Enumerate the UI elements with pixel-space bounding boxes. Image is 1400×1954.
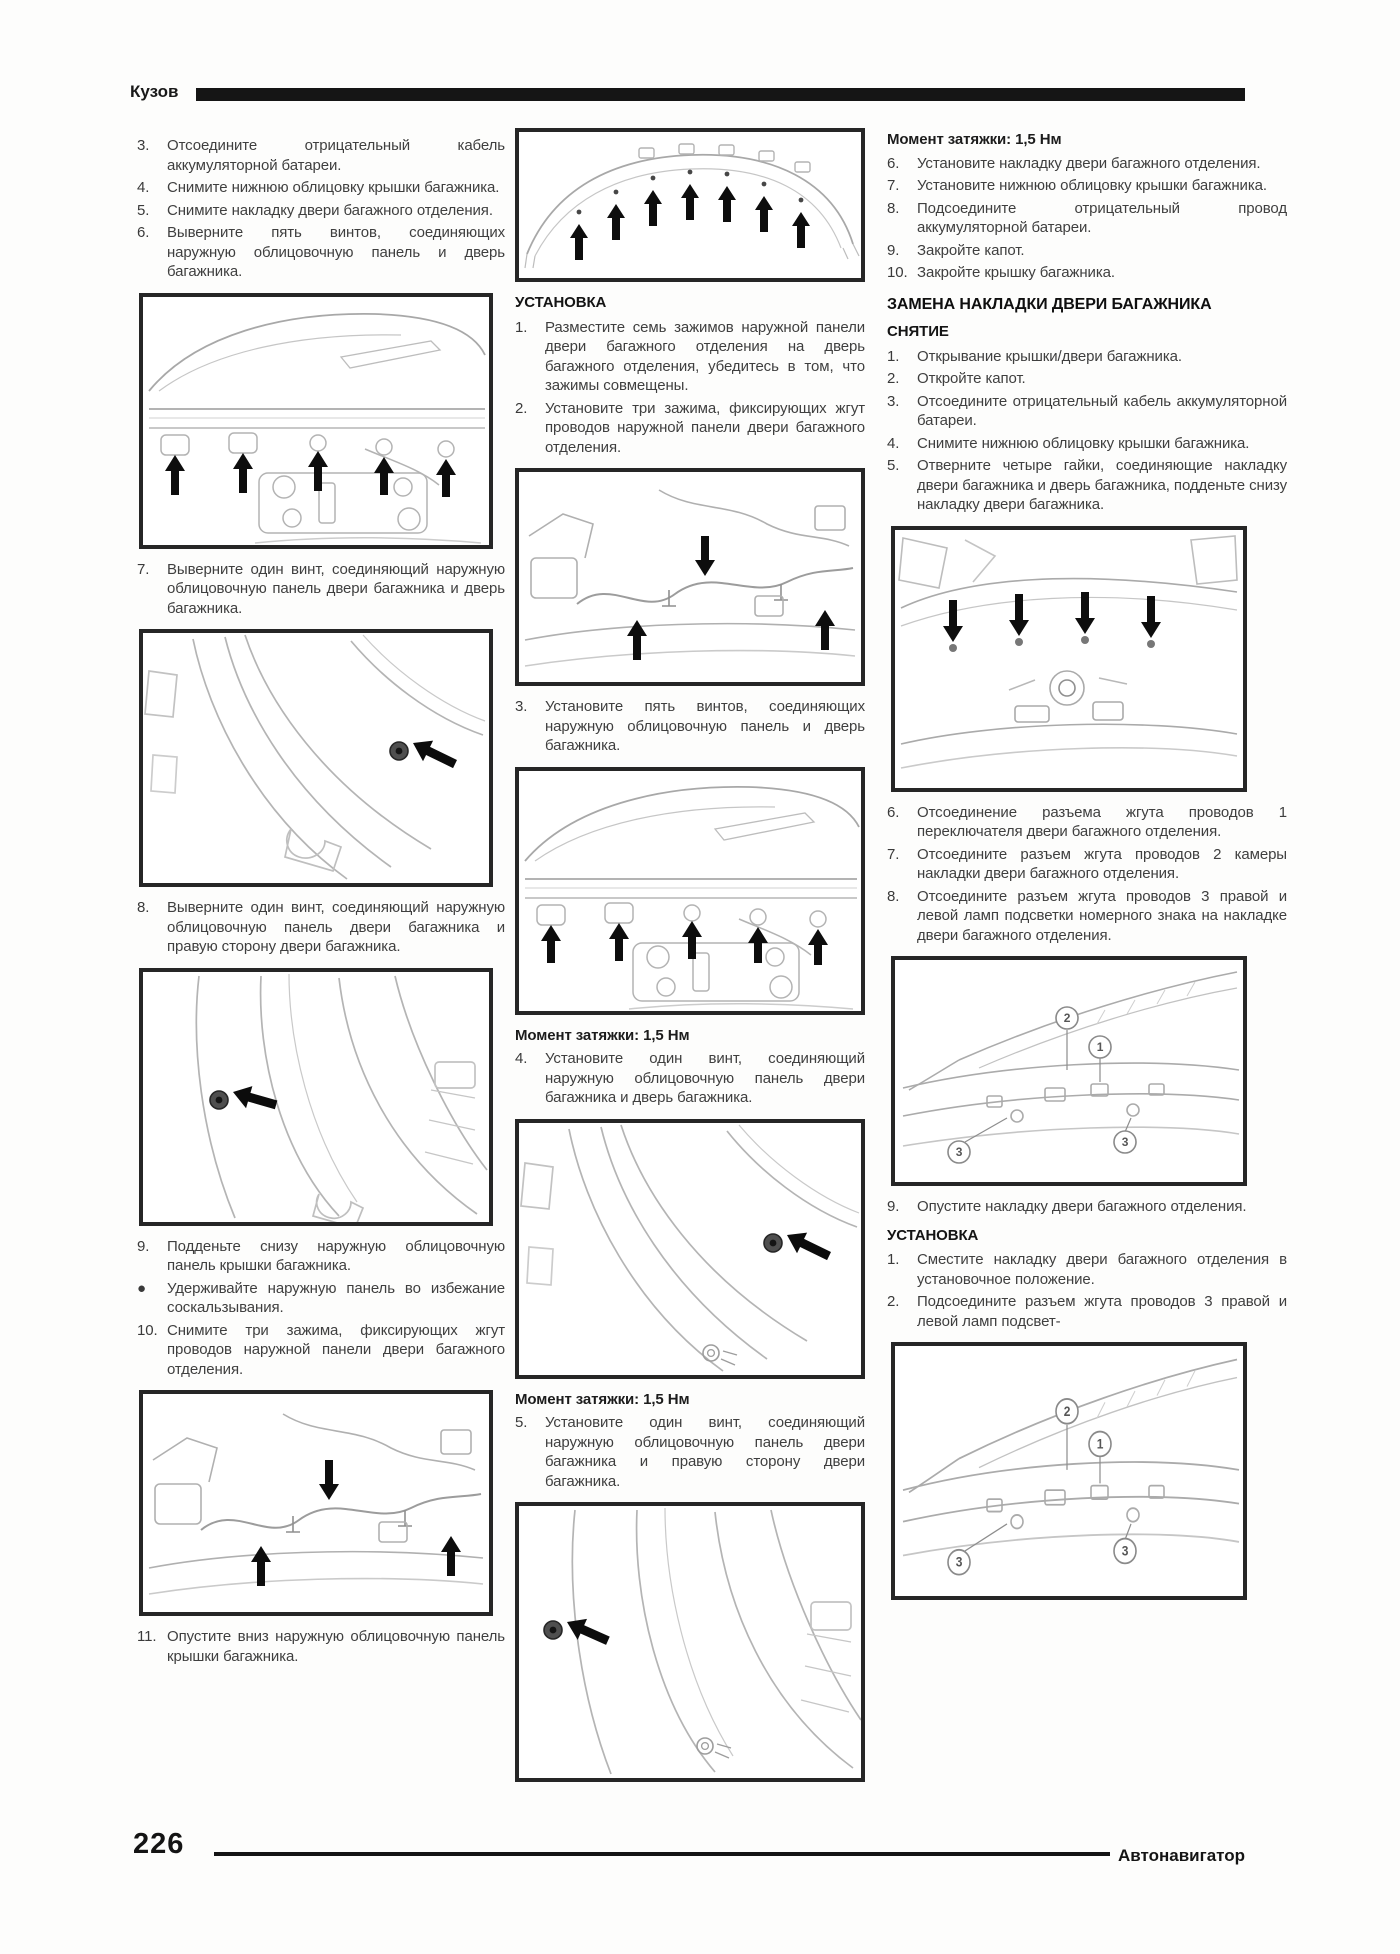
step-number: 4. <box>137 179 150 196</box>
installation-heading: УСТАНОВКА <box>515 294 607 311</box>
figure-tailgate-four-nuts <box>891 526 1247 792</box>
figure-harness-clips <box>515 468 865 686</box>
tailgate-screws-drawing <box>143 297 489 545</box>
step-text: Откройте капот. <box>917 370 1026 387</box>
step-number: 9. <box>887 241 900 259</box>
callout-3: 3 <box>955 1554 963 1570</box>
step-text: Установите один винт, соединяющий наружную облицовочную панель двери багажника и дверь багажника. <box>545 1050 865 1106</box>
figure-pillar-trim-screw-left <box>515 1502 865 1782</box>
figure-harness-clips <box>139 1390 493 1616</box>
step-item <box>887 1250 1287 1289</box>
pillar-trim-drawing <box>143 633 489 883</box>
step-item <box>515 318 865 396</box>
step-text: Опустите вниз наружную облицовочную панель крышки багажника. <box>167 1628 505 1665</box>
step-number: 8. <box>887 887 900 905</box>
step-item <box>887 1197 1287 1217</box>
torque-spec-label: Момент затяжки: 1,5 Нм <box>515 1390 690 1408</box>
step-number: 3. <box>887 392 900 410</box>
figure-pillar-trim-screw-upper <box>139 629 493 887</box>
step-item <box>137 178 505 198</box>
step-text: Снимите нижнюю облицовку крышки багажника. <box>167 179 500 196</box>
step-text: Снимите три зажима, фиксирующих жгут проводов наружной панели двери багажного отделения. <box>167 1321 505 1378</box>
step-text: Закройте крышку багажника. <box>917 264 1115 281</box>
step-text: Снимите нижнюю облицовку крышки багажника. <box>917 434 1250 452</box>
page-section-title: Кузов <box>130 82 179 101</box>
step-item <box>887 803 1287 842</box>
figure-rear-connectors-callouts <box>891 956 1247 1186</box>
wiring-harness-drawing <box>143 1394 489 1612</box>
rear-trim-connectors-drawing <box>895 960 1243 1182</box>
step-item <box>137 1237 505 1276</box>
step-item <box>887 176 1287 196</box>
step-item <box>887 456 1287 515</box>
figure-tailgate-five-screws <box>515 767 865 1015</box>
step-number: 2. <box>515 399 528 417</box>
step-item <box>137 223 505 282</box>
step-text: Подденьте снизу наружную облицовочную панель крышки багажника. <box>167 1237 505 1274</box>
header-rule-bar <box>196 88 1245 101</box>
column-left <box>137 136 505 1669</box>
step-number: 7. <box>887 845 900 863</box>
step-text: Отсоединение разъема жгута проводов 1 переключателя двери багажного отделения. <box>917 803 1287 840</box>
step-text: Опустите накладку двери багажного отделения. <box>917 1198 1247 1215</box>
callout-1: 1 <box>1096 1435 1104 1452</box>
tailgate-nuts-drawing <box>895 530 1243 788</box>
tailgate-screws-drawing <box>519 771 861 1011</box>
step-text: Подсоедините отрицательный провод аккумуляторной батареи. <box>917 199 1287 236</box>
column-middle <box>515 128 865 1793</box>
step-item <box>137 898 505 957</box>
figure-pillar-trim-screw-left <box>139 968 493 1226</box>
step-item <box>887 1292 1287 1331</box>
step-text: Установите накладку двери багажного отделения. <box>917 154 1261 172</box>
step-text: Установите три зажима, фиксирующих жгут проводов наружной панели двери багажного отделения. <box>545 399 865 456</box>
step-number: 1. <box>887 1251 900 1268</box>
step-text: Отсоедините разъем жгута проводов 3 правой и левой ламп подсветки номерного знака на накладке двери багажного отделения. <box>917 887 1287 944</box>
step-text: Разместите семь зажимов наружной панели двери багажного отделения на дверь багажного отделения, убедитесь в том, что зажимы совмещены. <box>545 318 865 394</box>
step-item <box>515 1049 865 1108</box>
step-number: 5. <box>137 201 150 219</box>
step-item <box>887 369 1287 389</box>
step-text: Установите нижнюю облицовку крышки багажника. <box>917 177 1267 194</box>
step-number: 3. <box>515 698 528 715</box>
step-text: Установите пять винтов, соединяющих наружную облицовочную панель и дверь багажника. <box>545 698 865 754</box>
callout-2: 2 <box>1063 1011 1071 1025</box>
step-number: 3. <box>137 137 150 154</box>
step-text: Сместите накладку двери багажного отделения в установочное положение. <box>917 1251 1287 1288</box>
step-item <box>137 560 505 619</box>
step-number: 2. <box>887 370 900 387</box>
step-item <box>515 1413 865 1491</box>
step-item <box>137 136 505 175</box>
step-number: 6. <box>137 224 150 241</box>
step-text: Установите один винт, соединяющий наружную облицовочную панель двери багажника и правую сторону двери багажника. <box>545 1414 865 1490</box>
footer-rule <box>214 1852 1110 1856</box>
step-text: Удерживайте наружную панель во избежание соскальзывания. <box>167 1279 505 1316</box>
step-item <box>887 845 1287 884</box>
step-text: Закройте капот. <box>917 241 1025 259</box>
pillar-trim-drawing <box>519 1506 861 1778</box>
callout-2: 2 <box>1063 1403 1071 1419</box>
step-item <box>887 347 1287 367</box>
step-text: Выверните один винт, соединяющий наружную облицовочную панель двери багажника и правую сторону двери багажника. <box>167 899 505 955</box>
step-text: Снимите накладку двери багажного отделения. <box>167 201 493 219</box>
step-number: 9. <box>137 1237 150 1255</box>
removal-heading: СНЯТИЕ <box>887 323 949 340</box>
tailgate-clips-drawing <box>519 132 861 278</box>
callout-3: 3 <box>1121 1542 1129 1559</box>
callout-1: 1 <box>1096 1040 1104 1054</box>
step-item <box>515 697 865 756</box>
step-item <box>137 201 505 221</box>
step-number: 10. <box>887 264 908 281</box>
section-heading-replace-trim: ЗАМЕНА НАКЛАДКИ ДВЕРИ БАГАЖНИКА <box>887 295 1212 313</box>
step-text: Выверните один винт, соединяющий наружную облицовочную панель двери багажника и дверь багажника. <box>167 560 505 617</box>
step-number: 9. <box>887 1198 900 1215</box>
step-item <box>887 199 1287 238</box>
step-number: 1. <box>515 318 528 336</box>
step-item <box>515 399 865 458</box>
step-text: Отсоедините разъем жгута проводов 2 камеры накладки двери багажного отделения. <box>917 845 1287 882</box>
step-number: 7. <box>137 560 150 578</box>
step-item <box>887 241 1287 261</box>
pillar-trim-drawing <box>143 972 489 1222</box>
column-right <box>887 128 1287 1611</box>
callout-3: 3 <box>1121 1135 1129 1149</box>
figure-tailgate-five-screws <box>139 293 493 549</box>
step-number: 6. <box>887 803 900 821</box>
step-number: 1. <box>887 347 900 365</box>
torque-spec-label: Момент затяжки: 1,5 Нм <box>515 1026 690 1044</box>
step-item <box>137 1627 505 1666</box>
step-number: 2. <box>887 1293 900 1310</box>
step-number: 4. <box>515 1050 528 1067</box>
step-text: Открывание крышки/двери багажника. <box>917 347 1182 365</box>
step-number: 5. <box>515 1414 528 1431</box>
step-text: Выверните пять винтов, соединяющих наружную облицовочную панель и дверь багажника. <box>167 224 505 280</box>
step-text: Отсоедините отрицательный кабель аккумуляторной батареи. <box>167 137 505 174</box>
step-item <box>887 434 1287 454</box>
step-number: 7. <box>887 177 900 194</box>
step-number: 10. <box>137 1321 158 1339</box>
step-text: Отсоедините отрицательный кабель аккумуляторной батареи. <box>917 392 1287 429</box>
publisher-brand: Автонавигатор <box>1118 1846 1246 1865</box>
torque-spec-label: Момент затяжки: 1,5 Нм <box>887 131 1062 148</box>
step-number: 5. <box>887 457 900 474</box>
step-item <box>137 1321 505 1380</box>
figure-rear-connectors-callouts <box>891 1342 1247 1600</box>
figure-pillar-trim-screw <box>515 1119 865 1379</box>
step-number: 11. <box>137 1628 157 1645</box>
step-item-bullet <box>137 1279 505 1318</box>
page-number: 226 <box>133 1828 185 1860</box>
step-text: Отверните четыре гайки, соединяющие накладку двери багажника и дверь багажника, подденьте снизу накладку двери багажника. <box>917 457 1287 513</box>
step-number: 4. <box>887 434 900 452</box>
wiring-harness-drawing <box>519 472 861 682</box>
bullet-marker: ● <box>137 1279 146 1297</box>
callout-3: 3 <box>955 1145 963 1159</box>
figure-tailgate-seven-clips <box>515 128 865 282</box>
step-number: 6. <box>887 154 900 172</box>
step-text: Подсоедините разъем жгута проводов 3 правой и левой ламп подсвет- <box>917 1293 1287 1330</box>
step-item <box>887 263 1287 283</box>
step-item <box>887 154 1287 174</box>
step-number: 8. <box>137 899 150 916</box>
installation-heading: УСТАНОВКА <box>887 1226 979 1244</box>
pillar-trim-drawing <box>519 1123 861 1375</box>
step-number: 8. <box>887 199 900 217</box>
rear-trim-connectors-drawing <box>895 1346 1243 1596</box>
step-item <box>887 887 1287 946</box>
step-item <box>887 392 1287 431</box>
